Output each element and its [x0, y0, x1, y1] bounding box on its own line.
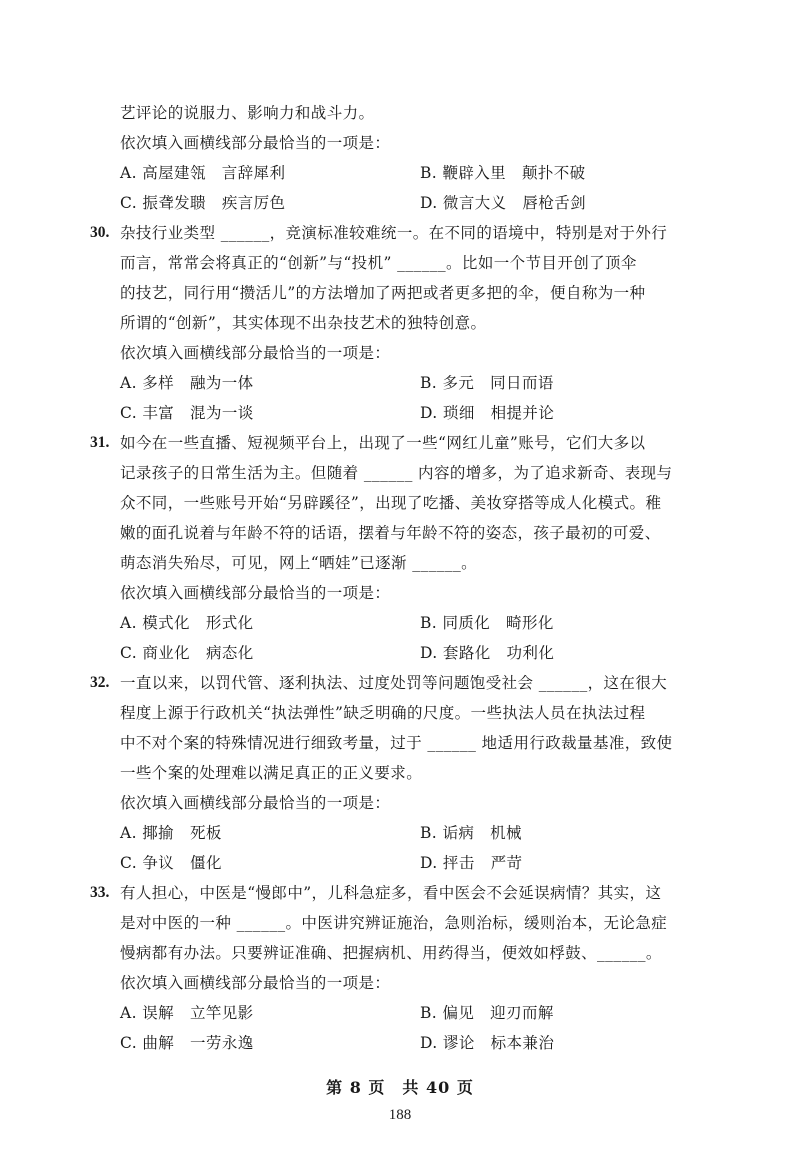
- question-number: 31.: [90, 434, 110, 451]
- option-b: B. 诟病 机械: [420, 824, 522, 842]
- question-text-line: 一直以来，以罚代管、逐利执法、过度处罚等问题饱受社会 ______，这在很大: [120, 674, 668, 692]
- option-c: C. 丰富 混为一谈: [120, 404, 254, 422]
- question-text-line: 一些个案的处理难以满足真正的正义要求。: [120, 764, 423, 782]
- option-a: A. 误解 立竿见影: [120, 1004, 254, 1022]
- question-text-line: 嫩的面孔说着与年龄不符的话语，摆着与年龄不符的姿态，孩子最初的可爱、: [120, 524, 661, 542]
- option-d: D. 抨击 严苛: [420, 854, 523, 872]
- option-d: D. 微言大义 唇枪舌剑: [420, 194, 587, 212]
- option-d: D. 谬论 标本兼治: [420, 1034, 555, 1052]
- option-c: C. 振聋发聩 疾言厉色: [120, 194, 286, 212]
- question-prompt: 依次填入画横线部分最恰当的一项是：: [120, 584, 391, 602]
- question-number: 32.: [90, 674, 110, 691]
- question-number: 33.: [90, 884, 110, 901]
- option-c: C. 曲解 一劳永逸: [120, 1034, 254, 1052]
- question-text-line: 所谓的“创新”，其实体现不出杂技艺术的独特创意。: [120, 314, 487, 332]
- page-number: 188: [388, 1107, 412, 1123]
- option-b: B. 同质化 畸形化: [420, 614, 554, 632]
- question-number: 30.: [90, 224, 110, 241]
- question-text-line: 记录孩子的日常生活为主。但随着 ______ 内容的增多，为了追求新奇、表现与: [120, 464, 673, 482]
- question-prompt: 依次填入画横线部分最恰当的一项是：: [120, 134, 391, 152]
- question-prompt: 依次填入画横线部分最恰当的一项是：: [120, 794, 391, 812]
- option-a: A. 模式化 形式化: [120, 614, 254, 632]
- option-b: B. 鞭辟入里 颠扑不破: [420, 164, 586, 182]
- question-text-line: 萌态消失殆尽，可见，网上“晒娃”已逐渐 ______。: [120, 554, 478, 572]
- question-text-line: 中不对个案的特殊情况进行细致考量，过于 ______ 地适用行政裁量基准，致使: [120, 734, 673, 752]
- option-d: D. 套路化 功利化: [420, 644, 555, 662]
- question-text-line: 有人担心，中医是“慢郎中”，儿科急症多，看中医会不会延误病情？其实，这: [120, 884, 662, 902]
- question-prompt: 依次填入画横线部分最恰当的一项是：: [120, 974, 391, 992]
- page-indicator: 第 8 页 共 40 页: [326, 1078, 474, 1097]
- option-c: C. 商业化 病态化: [120, 644, 254, 662]
- option-a: A. 高屋建瓴 言辞犀利: [120, 164, 286, 182]
- option-a: A. 多样 融为一体: [120, 374, 254, 392]
- option-b: B. 多元 同日而语: [420, 374, 554, 392]
- question-text-line: 的技艺，同行用“攒活儿”的方法增加了两把或者更多把的伞，便自称为一种: [120, 284, 646, 302]
- question-text-line: 艺评论的说服力、影响力和战斗力。: [120, 104, 375, 122]
- question-text-line: 而言，常常会将真正的“创新”与“投机” ______。比如一个节目开创了顶伞: [120, 254, 637, 272]
- option-d: D. 琐细 相提并论: [420, 404, 555, 422]
- question-text-line: 程度上源于行政机关“执法弹性”缺乏明确的尺度。一些执法人员在执法过程: [120, 704, 646, 722]
- question-text-line: 杂技行业类型 ______，竞演标准较难统一。在不同的语境中，特别是对于外行: [120, 224, 668, 242]
- question-text-line: 慢病都有办法。只要辨证准确、把握病机、用药得当，便效如桴鼓、______。: [120, 944, 662, 962]
- question-text-line: 是对中医的一种 ______。中医讲究辨证施治，急则治标，缓则治本，无论急症: [120, 914, 668, 932]
- option-a: A. 揶揄 死板: [120, 824, 222, 842]
- question-prompt: 依次填入画横线部分最恰当的一项是：: [120, 344, 391, 362]
- option-c: C. 争议 僵化: [120, 854, 222, 872]
- option-b: B. 偏见 迎刃而解: [420, 1004, 554, 1022]
- question-text-line: 众不同，一些账号开始“另辟蹊径”，出现了吃播、美妆穿搭等成人化模式。稚: [120, 494, 662, 512]
- question-text-line: 如今在一些直播、短视频平台上，出现了一些“网红儿童”账号，它们大多以: [120, 434, 646, 452]
